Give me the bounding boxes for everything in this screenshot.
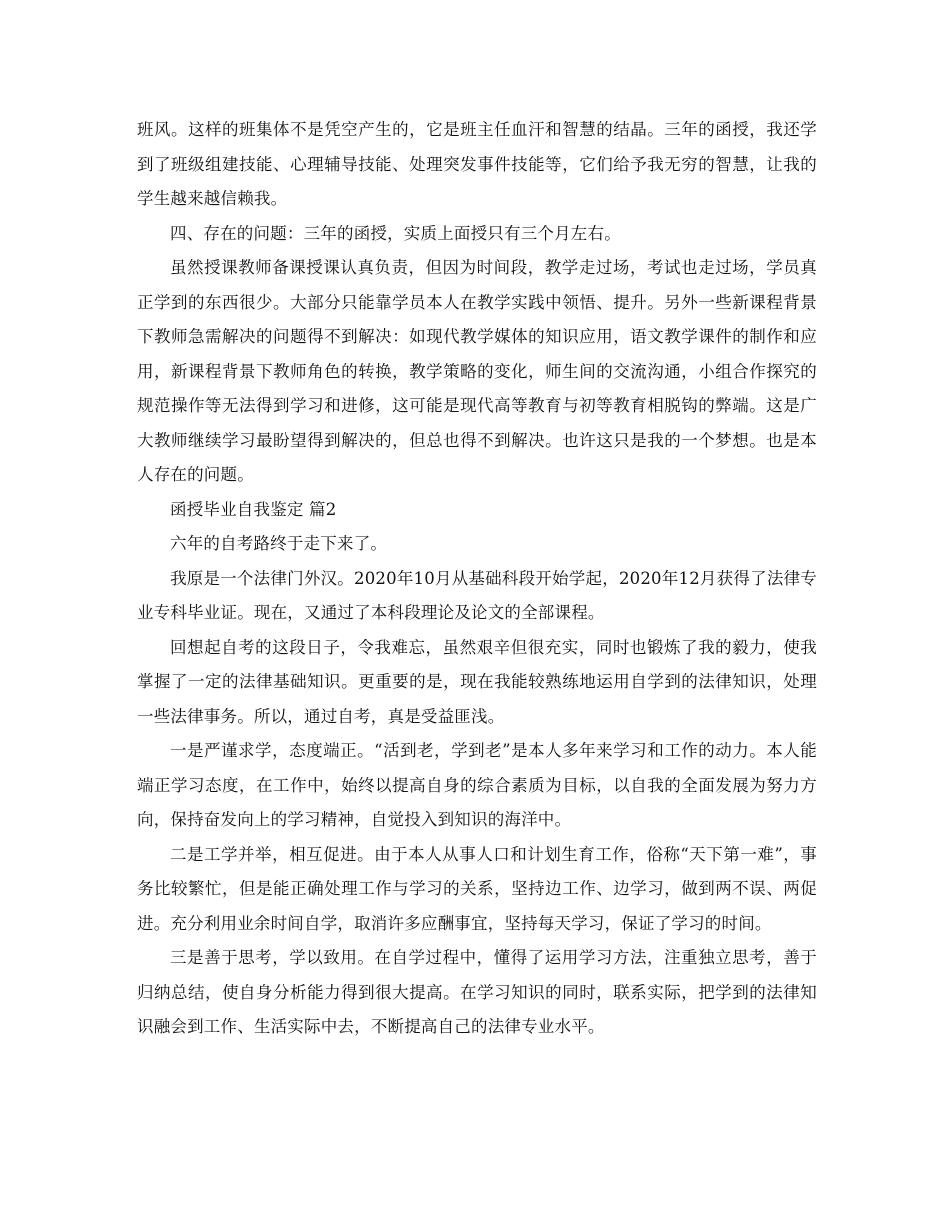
paragraph-point-three: 三是善于思考，学以致用。在自学过程中，懂得了运用学习方法，注重独立思考，善于归纳总结，使自身分析能力得到很大提高。在学习知识的同时，联系实际，把学到的法律知识融会到工作、生活实际中去，不断提高自己的法律专业水平。 <box>137 948 817 1036</box>
paragraph-point-one: 一是严谨求学，态度端正。“活到老，学到老”是本人多年来学习和工作的动力。本人能端正学习态度，在工作中，始终以提高自身的综合素质为目标，以自我的全面发展为努力方向，保持奋发向上的学习精神，自觉投入到知识的海洋中。 <box>137 741 817 829</box>
paragraph-reflection: 回想起自考的这段日子，令我难忘，虽然艰辛但很充实，同时也锻炼了我的毅力，使我掌握了一定的法律基础知识。更重要的是，现在我能较熟练地运用自学到的法律知识，处理一些法律事务。所以，通过自考，真是受益匪浅。 <box>137 637 817 726</box>
section-heading-part2: 函授毕业自我鉴定 篇2 <box>170 499 337 519</box>
paragraph-intro: 六年的自考路终于走下来了。 <box>170 534 388 553</box>
paragraph-background: 我原是一个法律门外汉。2020年10月从基础科段开始学起，2020年12月获得了法律专业专科毕业证。现在，又通过了本科段理论及论文的全部课程。 <box>137 568 817 622</box>
paragraph-issues-detail: 虽然授课教师备课授课认真负责，但因为时间段，教学走过场，考试也走过场，学员真正学到的东西很少。大部分只能靠学员本人在教学实践中领悟、提升。另外一些新课程背景下教师急需解决的问题得不到解决：如现代教学媒体的知识应用，语文教学课件的制作和应用，新课程背景下教师角色的转换，教学策略的变化，师生间的交流沟通，小组合作探究的规范操作等无法得到学习和进修，这可能是现代高等教育与初等教育相脱钩的弊端。这是广大教师继续学习最盼望得到解决的，但总也得不到解决。也许这只是我的一个梦想。也是本人存在的问题。 <box>137 258 817 484</box>
paragraph-section-issues: 四、存在的问题：三年的函授，实质上面授只有三个月左右。 <box>170 223 621 243</box>
paragraph-point-two: 二是工学并举，相互促进。由于本人从事人口和计划生育工作，俗称“天下第一难”，事务比较繁忙，但是能正确处理工作与学习的关系，坚持边工作、边学习，做到两不误、两促进。充分利用业余时间自学，取消许多应酬事宜，坚持每天学习，保证了学习的时间。 <box>137 844 817 933</box>
document-body <box>137 113 817 1045</box>
paragraph-continuation: 班风。这样的班集体不是凭空产生的，它是班主任血汗和智慧的结晶。三年的函授，我还学到了班级组建技能、心理辅导技能、处理突发事件技能等，它们给予我无穷的智慧，让我的学生越来越信赖我。 <box>137 120 817 208</box>
